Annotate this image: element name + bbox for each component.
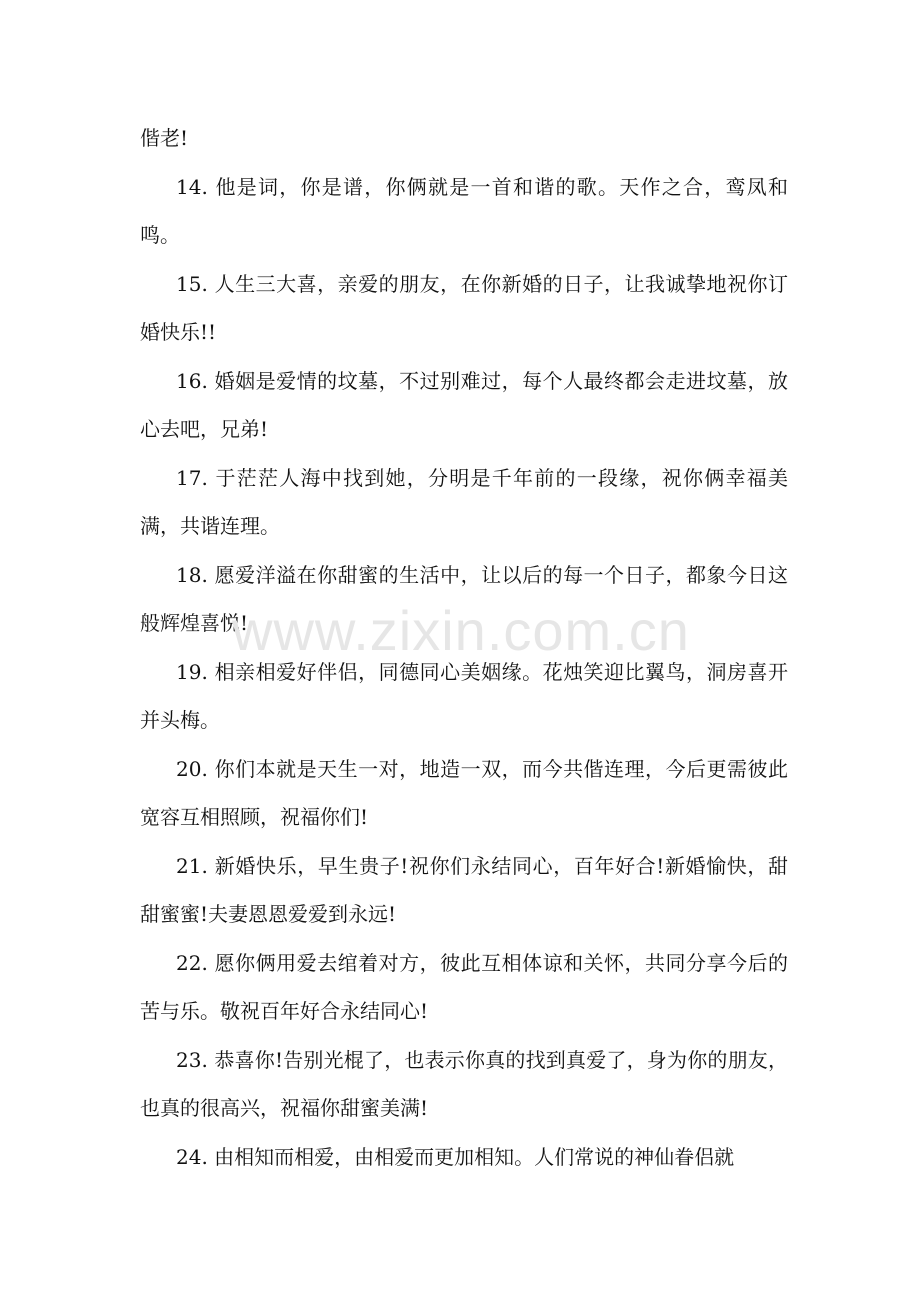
list-item (140, 357, 788, 454)
lead-fragment: 偕老! (140, 126, 189, 150)
list-item (140, 1036, 788, 1133)
item-text: 婚姻是爱情的坟墓，不过别难过，每个人最终都会走进坟墓，放心去吧，兄弟! (140, 368, 789, 441)
list-item (140, 939, 788, 1036)
item-text: 愿爱洋溢在你甜蜜的生活中，让以后的每一个日子，都象今日这般辉煌喜悦! (140, 562, 789, 635)
list-item (140, 648, 788, 745)
item-text: 他是词，你是谱，你俩就是一首和谐的歌。天作之合，鸾凤和鸣。 (140, 174, 789, 247)
document-body (140, 114, 788, 1181)
item-number: 19. (176, 659, 208, 684)
item-text: 相亲相爱好伴侣，同德同心美姻缘。花烛笑迎比翼鸟，洞房喜开并头梅。 (140, 659, 789, 732)
item-text: 于茫茫人海中找到她，分明是千年前的一段缘，祝你俩幸福美满，共谐连理。 (140, 465, 789, 538)
item-text: 人生三大喜，亲爱的朋友，在你新婚的日子，让我诚挚地祝你订婚快乐!! (140, 271, 789, 344)
item-text: 恭喜你!告别光棍了，也表示你真的找到真爱了，身为你的朋友，也真的很高兴，祝福你甜蜜美满! (140, 1047, 788, 1120)
list-item (140, 842, 788, 939)
list-item (140, 454, 788, 551)
item-text: 由相知而相爱，由相爱而更加相知。人们常说的神仙眷侣就 (214, 1144, 735, 1169)
item-number: 15. (176, 271, 208, 296)
item-text: 你们本就是天生一对，地造一双，而今共偕连理，今后更需彼此宽容互相照顾，祝福你们! (140, 756, 789, 829)
item-text: 新婚快乐，早生贵子!祝你们永结同心，百年好合!新婚愉快，甜甜蜜蜜!夫妻恩恩爱爱到永远! (140, 853, 789, 926)
item-number: 20. (176, 756, 208, 781)
list-item (140, 163, 788, 260)
item-number: 18. (176, 562, 208, 587)
item-number: 22. (176, 950, 208, 975)
item-number: 24. (176, 1144, 208, 1169)
item-text: 愿你俩用爱去绾着对方，彼此互相体谅和关怀，共同分享今后的苦与乐。敬祝百年好合永结同心! (140, 950, 789, 1023)
list-item (140, 745, 788, 842)
item-number: 16. (176, 368, 208, 393)
item-number: 17. (176, 465, 208, 490)
list-item (140, 551, 788, 648)
list-item (140, 1133, 788, 1182)
item-number: 23. (176, 1047, 208, 1072)
watermark-text: www.zixin.com.cn (232, 599, 690, 662)
item-number: 21. (176, 853, 208, 878)
item-number: 14. (176, 174, 208, 199)
list-item (140, 260, 788, 357)
